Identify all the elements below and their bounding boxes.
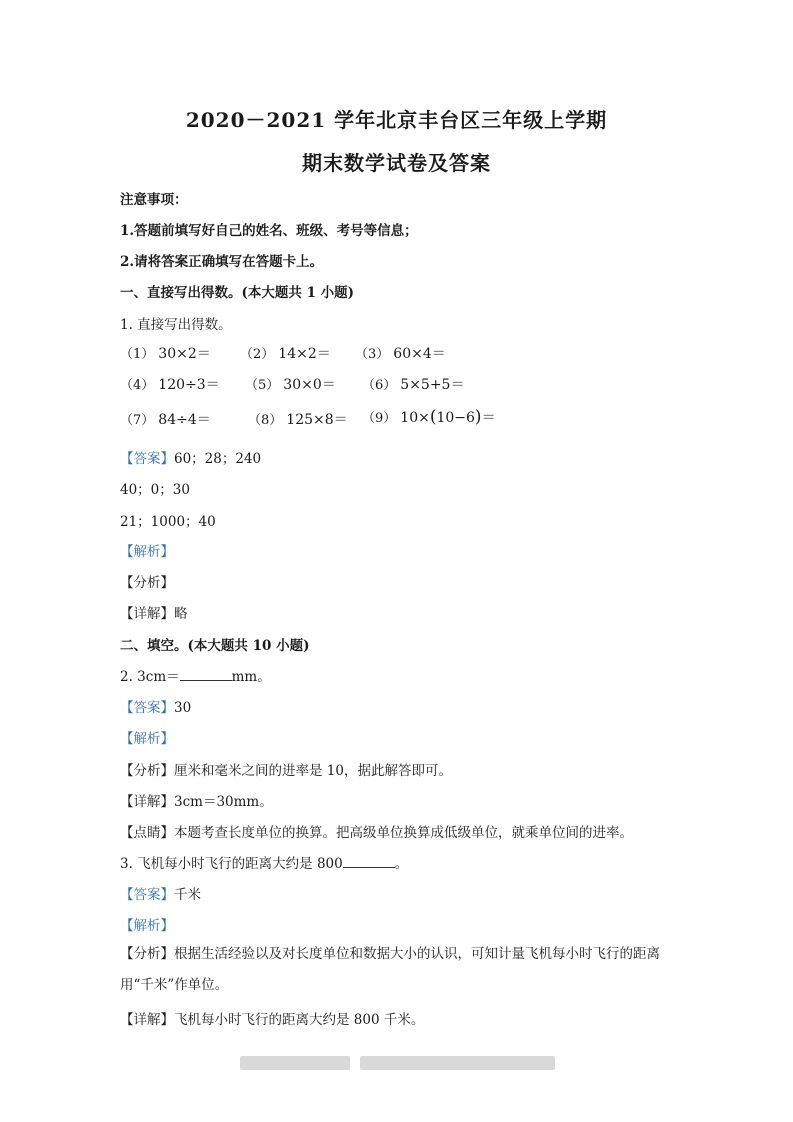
answer-value-line1: 60；28；240 bbox=[174, 451, 262, 467]
answer-tag: 【答案】 bbox=[120, 887, 174, 903]
calc-item-expr: 30×2＝ bbox=[158, 346, 211, 362]
calc-item-number: （1） bbox=[120, 347, 155, 362]
page-title-line2: 期末数学试卷及答案 bbox=[302, 151, 491, 175]
paren-open: ( bbox=[429, 407, 437, 427]
dianjing-tag: 【点睛】 bbox=[120, 825, 174, 841]
answer-blank bbox=[180, 669, 232, 681]
calc-item-number: （5） bbox=[245, 378, 280, 393]
calc-item-7 bbox=[120, 409, 211, 429]
calc-item-expr-post: ＝ bbox=[481, 410, 496, 426]
calc-item-number: （6） bbox=[362, 378, 397, 393]
fenxi-text: 厘米和毫米之间的进率是 10，据此解答即可。 bbox=[174, 763, 452, 779]
blurred-footer-watermark bbox=[360, 1056, 555, 1070]
notice-item-1: 1.答题前填写好自己的姓名、班级、考号等信息； bbox=[120, 223, 418, 239]
section1-heading: 一、直接写出得数。(本大题共 1 小题) bbox=[120, 285, 355, 301]
answer-value: 30 bbox=[174, 700, 192, 716]
q1-detail bbox=[120, 602, 188, 622]
question-2-text bbox=[120, 665, 271, 685]
calc-item-expr: 125×8＝ bbox=[286, 412, 348, 428]
calc-item-4 bbox=[120, 374, 220, 394]
calc-item-expr: 84÷4＝ bbox=[158, 412, 211, 428]
detail-tag: 【详解】 bbox=[120, 1012, 174, 1028]
calc-item-5 bbox=[245, 374, 336, 394]
detail-tag: 【详解】 bbox=[120, 606, 174, 622]
page-title-line1: 2020－2021 学年北京丰台区三年级上学期 bbox=[185, 108, 608, 132]
fenxi-tag: 【分析】 bbox=[120, 946, 174, 962]
calc-item-9 bbox=[362, 407, 496, 427]
q3-fenxi bbox=[120, 939, 680, 1001]
q3-post: 。 bbox=[394, 856, 409, 872]
q2-dianjing bbox=[120, 821, 633, 841]
paren-close: ) bbox=[474, 407, 482, 427]
detail-text: 略 bbox=[174, 606, 188, 622]
analysis-tag: 【解析】 bbox=[120, 731, 174, 747]
q2-detail bbox=[120, 790, 273, 810]
calc-item-1 bbox=[120, 343, 211, 363]
blurred-footer-watermark bbox=[240, 1056, 350, 1070]
analysis-tag: 【解析】 bbox=[120, 918, 174, 934]
calc-item-expr: 120÷3＝ bbox=[158, 377, 220, 393]
q3-detail bbox=[120, 1008, 424, 1028]
calc-item-6 bbox=[362, 374, 464, 394]
calc-item-expr: 30×0＝ bbox=[283, 377, 336, 393]
detail-tag: 【详解】 bbox=[120, 794, 174, 810]
answer-blank bbox=[343, 856, 395, 868]
answer-value-line2: 40；0；30 bbox=[120, 482, 190, 498]
calc-item-8 bbox=[248, 409, 348, 429]
q2-fenxi bbox=[120, 759, 452, 779]
calc-item-expr: 60×4＝ bbox=[393, 346, 446, 362]
dianjing-text: 本题考查长度单位的换算。把高级单位换算成低级单位，就乘单位间的进率。 bbox=[174, 825, 633, 841]
calc-item-number: （8） bbox=[248, 413, 283, 428]
q3-answer bbox=[120, 883, 201, 903]
q1-answer bbox=[120, 447, 261, 467]
calc-item-expr-inner: 10−6 bbox=[436, 410, 475, 426]
fenxi-tag: 【分析】 bbox=[120, 575, 174, 591]
question-1-text: 1. 直接写出得数。 bbox=[120, 317, 232, 333]
calc-item-expr: 14×2＝ bbox=[278, 346, 331, 362]
calc-item-number: （9） bbox=[362, 411, 397, 426]
section2-heading: 二、填空。(本大题共 10 小题) bbox=[120, 638, 310, 654]
calc-item-number: （2） bbox=[240, 347, 275, 362]
q2-answer bbox=[120, 696, 191, 716]
detail-text: 飞机每小时飞行的距离大约是 800 千米。 bbox=[174, 1012, 425, 1028]
answer-value: 千米 bbox=[174, 887, 201, 903]
detail-text: 3cm＝30mm。 bbox=[174, 794, 273, 810]
answer-tag: 【答案】 bbox=[120, 451, 174, 467]
notice-heading: 注意事项： bbox=[120, 192, 188, 208]
calc-item-expr-pre: 10× bbox=[400, 410, 430, 426]
question-3-text bbox=[120, 852, 408, 872]
calc-item-3 bbox=[355, 343, 446, 363]
calc-item-2 bbox=[240, 343, 331, 363]
answer-tag: 【答案】 bbox=[120, 700, 174, 716]
answer-value-line3: 21；1000；40 bbox=[120, 514, 216, 530]
analysis-tag: 【解析】 bbox=[120, 544, 174, 560]
q2-post: mm。 bbox=[231, 669, 271, 685]
notice-item-2: 2.请将答案正确填写在答题卡上。 bbox=[120, 254, 324, 270]
calc-item-number: （3） bbox=[355, 347, 390, 362]
calc-item-number: （7） bbox=[120, 413, 155, 428]
calc-item-expr: 5×5+5＝ bbox=[400, 377, 465, 393]
q3-pre: 3. 飞机每小时飞行的距离大约是 800 bbox=[120, 856, 343, 872]
fenxi-text: 根据生活经验以及对长度单位和数据大小的认识，可知计量飞机每小时飞行的距离用“千米”作单位。 bbox=[120, 946, 660, 993]
fenxi-tag: 【分析】 bbox=[120, 763, 174, 779]
calc-item-number: （4） bbox=[120, 378, 155, 393]
q2-pre: 2. 3cm＝ bbox=[120, 669, 180, 685]
